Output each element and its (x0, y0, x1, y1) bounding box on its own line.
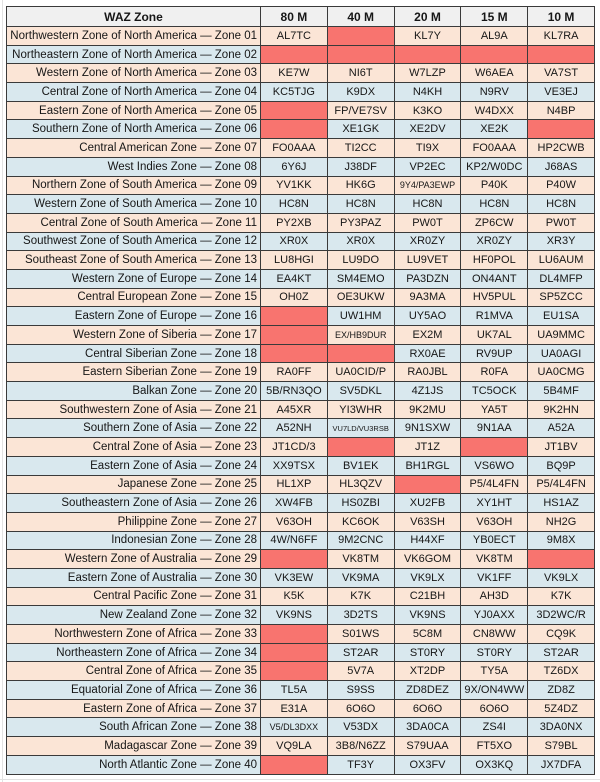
callsign-cell: 5B4MF (528, 382, 595, 401)
callsign-cell: XW4FB (261, 494, 328, 513)
zone-label-cell: Central Pacific Zone — Zone 31 (7, 587, 261, 606)
zone-label-cell: Japanese Zone — Zone 25 (7, 475, 261, 494)
callsign-cell: P5/4L4FN (528, 475, 595, 494)
callsign-cell: RX0AE (394, 344, 461, 363)
callsign-cell: VK9MA (327, 568, 394, 587)
callsign-cell: HC8N (261, 195, 328, 214)
table-row (7, 475, 595, 494)
callsign-cell: ST0RY (394, 643, 461, 662)
callsign-cell: HC8N (461, 195, 528, 214)
callsign-cell: PY3PAZ (327, 213, 394, 232)
header-row (7, 7, 595, 27)
callsign-cell: 9N1AA (461, 419, 528, 438)
zone-label-cell: Central Zone of Asia — Zone 23 (7, 438, 261, 457)
callsign-cell: HC8N (394, 195, 461, 214)
missing-cell (261, 326, 328, 345)
callsign-cell: VA7ST (528, 64, 595, 83)
table-row (7, 232, 595, 251)
zone-label-cell: Central American Zone — Zone 07 (7, 139, 261, 158)
callsign-cell: 4W/N6FF (261, 531, 328, 550)
callsign-cell: HS1AZ (528, 494, 595, 513)
callsign-cell: KL7Y (394, 27, 461, 46)
callsign-cell: SV5DKL (327, 382, 394, 401)
callsign-cell: HV5PUL (461, 288, 528, 307)
callsign-cell: KP2/W0DC (461, 157, 528, 176)
table-row (7, 438, 595, 457)
callsign-cell: 3DA0NX (528, 718, 595, 737)
callsign-cell: VU7LD/VU3RSB (327, 419, 394, 438)
zone-label-cell: Western Zone of North America — Zone 03 (7, 64, 261, 83)
table-row (7, 269, 595, 288)
callsign-cell: OX3KQ (461, 755, 528, 774)
callsign-cell: W6AEA (461, 64, 528, 83)
missing-cell (327, 438, 394, 457)
table-row (7, 251, 595, 270)
callsign-cell: VK9LX (528, 568, 595, 587)
callsign-cell: 9M2CNC (327, 531, 394, 550)
missing-cell (327, 344, 394, 363)
table-row (7, 382, 595, 401)
table-row (7, 139, 595, 158)
zone-label-cell: Northern Zone of South America — Zone 09 (7, 176, 261, 195)
callsign-cell: 3D2WC/R (528, 606, 595, 625)
table-row (7, 157, 595, 176)
callsign-cell: XE1GK (327, 120, 394, 139)
callsign-cell: EX2M (394, 326, 461, 345)
callsign-cell: XX9TSX (261, 456, 328, 475)
callsign-cell: XR3Y (528, 232, 595, 251)
callsign-cell: YA5T (461, 400, 528, 419)
table-row (7, 587, 595, 606)
callsign-cell: R0FA (461, 363, 528, 382)
callsign-cell: VK8TM (461, 550, 528, 569)
callsign-cell: V63SH (394, 512, 461, 531)
callsign-cell: TC5OCK (461, 382, 528, 401)
zone-label-cell: Eastern Siberian Zone — Zone 19 (7, 363, 261, 382)
zone-label-cell: Central Zone of South America — Zone 11 (7, 213, 261, 232)
callsign-cell: 9M8X (528, 531, 595, 550)
column-header-15m: 15 M (461, 7, 528, 27)
callsign-cell: ZD8Z (528, 681, 595, 700)
zone-label-cell: Southern Zone of Asia — Zone 22 (7, 419, 261, 438)
spreadsheet-gridline-left (2, 0, 3, 782)
callsign-cell: XY1HT (461, 494, 528, 513)
table-row (7, 606, 595, 625)
callsign-cell: JT1CD/3 (261, 438, 328, 457)
callsign-cell: RA0FF (261, 363, 328, 382)
callsign-cell: JT1BV (528, 438, 595, 457)
zone-label-cell: Northwestern Zone of Africa — Zone 33 (7, 625, 261, 644)
callsign-cell: 3DA0CA (394, 718, 461, 737)
callsign-cell: J68AS (528, 157, 595, 176)
missing-cell (261, 45, 328, 64)
callsign-cell: CQ9K (528, 625, 595, 644)
column-header-40m: 40 M (327, 7, 394, 27)
callsign-cell: PW0T (394, 213, 461, 232)
missing-cell (394, 45, 461, 64)
table-row (7, 27, 595, 46)
table-row (7, 737, 595, 756)
callsign-cell: 5V7A (327, 662, 394, 681)
callsign-cell: FT5XO (461, 737, 528, 756)
callsign-cell: C21BH (394, 587, 461, 606)
zone-label-cell: Eastern Zone of North America — Zone 05 (7, 101, 261, 120)
callsign-cell: W7LZP (394, 64, 461, 83)
zone-label-cell: Balkan Zone — Zone 20 (7, 382, 261, 401)
callsign-cell: FP/VE7SV (327, 101, 394, 120)
table-row (7, 419, 595, 438)
callsign-cell: K3KO (394, 101, 461, 120)
callsign-cell: HL1XP (261, 475, 328, 494)
table-row (7, 288, 595, 307)
missing-cell (528, 120, 595, 139)
callsign-cell: FO0AAA (461, 139, 528, 158)
missing-cell (327, 27, 394, 46)
zone-label-cell: Western Zone of Australia — Zone 29 (7, 550, 261, 569)
missing-cell (261, 643, 328, 662)
callsign-cell: UK7AL (461, 326, 528, 345)
callsign-cell: K7K (327, 587, 394, 606)
table-row (7, 195, 595, 214)
table-row (7, 755, 595, 774)
callsign-cell: UY5AO (394, 307, 461, 326)
zone-label-cell: Madagascar Zone — Zone 39 (7, 737, 261, 756)
zone-label-cell: Southern Zone of North America — Zone 06 (7, 120, 261, 139)
callsign-cell: 9X/ON4WW (461, 681, 528, 700)
callsign-cell: UA9MMC (528, 326, 595, 345)
callsign-cell: VK8TM (327, 550, 394, 569)
callsign-cell: PW0T (528, 213, 595, 232)
callsign-cell: RV9UP (461, 344, 528, 363)
zone-label-cell: Western Zone of Europe — Zone 14 (7, 269, 261, 288)
callsign-cell: 9A3MA (394, 288, 461, 307)
callsign-cell: ZS4I (461, 718, 528, 737)
column-header-20m: 20 M (394, 7, 461, 27)
callsign-cell: 5Z4DZ (528, 699, 595, 718)
zone-label-cell: Western Zone of South America — Zone 10 (7, 195, 261, 214)
callsign-cell: HK6G (327, 176, 394, 195)
callsign-cell: ZD8DEZ (394, 681, 461, 700)
callsign-cell: UA0AGI (528, 344, 595, 363)
zone-label-cell: Eastern Zone of Europe — Zone 16 (7, 307, 261, 326)
table-row (7, 176, 595, 195)
table-row (7, 64, 595, 83)
callsign-cell: 5C8M (394, 625, 461, 644)
callsign-cell: EA4KT (261, 269, 328, 288)
callsign-cell: NI6T (327, 64, 394, 83)
callsign-cell: XU2FB (394, 494, 461, 513)
callsign-cell: UA0CID/P (327, 363, 394, 382)
callsign-cell: EX/HB9DUR (327, 326, 394, 345)
callsign-cell: 6O6O (394, 699, 461, 718)
missing-cell (261, 344, 328, 363)
table-row (7, 550, 595, 569)
callsign-cell: TI9X (394, 139, 461, 158)
table-row (7, 307, 595, 326)
callsign-cell: VE3EJ (528, 83, 595, 102)
callsign-cell: V53DX (327, 718, 394, 737)
zone-label-cell: Northeastern Zone of Africa — Zone 34 (7, 643, 261, 662)
callsign-cell: KC5TJG (261, 83, 328, 102)
callsign-cell: 4Z1JS (394, 382, 461, 401)
zone-label-cell: Central Zone of North America — Zone 04 (7, 83, 261, 102)
callsign-cell: HS0ZBI (327, 494, 394, 513)
table-row (7, 101, 595, 120)
callsign-cell: RA0JBL (394, 363, 461, 382)
column-header-waz-zone: WAZ Zone (7, 7, 261, 27)
callsign-cell: S79UAA (394, 737, 461, 756)
zone-label-cell: South African Zone — Zone 38 (7, 718, 261, 737)
zone-label-cell: Southwest Zone of South America — Zone 12 (7, 232, 261, 251)
callsign-cell: S01WS (327, 625, 394, 644)
table-row (7, 568, 595, 587)
callsign-cell: 3B8/N6ZZ (327, 737, 394, 756)
callsign-cell: KE7W (261, 64, 328, 83)
callsign-cell: YJ0AXX (461, 606, 528, 625)
table-row (7, 643, 595, 662)
table-row (7, 718, 595, 737)
table-row (7, 625, 595, 644)
callsign-cell: 3D2TS (327, 606, 394, 625)
callsign-cell: XE2DV (394, 120, 461, 139)
callsign-cell: P40W (528, 176, 595, 195)
table-row (7, 400, 595, 419)
callsign-cell: AL9A (461, 27, 528, 46)
table-row (7, 326, 595, 345)
callsign-cell: K5K (261, 587, 328, 606)
zone-label-cell: Southeastern Zone of Asia — Zone 26 (7, 494, 261, 513)
missing-cell (261, 120, 328, 139)
zone-label-cell: Eastern Zone of Africa — Zone 37 (7, 699, 261, 718)
callsign-cell: 6Y6J (261, 157, 328, 176)
table-row (7, 83, 595, 102)
callsign-cell: E31A (261, 699, 328, 718)
callsign-cell: OE3UKW (327, 288, 394, 307)
callsign-cell: V63OH (461, 512, 528, 531)
callsign-cell: OX3FV (394, 755, 461, 774)
table-row (7, 45, 595, 64)
callsign-cell: XT2DP (394, 662, 461, 681)
missing-cell (261, 662, 328, 681)
callsign-cell: TY5A (461, 662, 528, 681)
callsign-cell: KC6OK (327, 512, 394, 531)
callsign-cell: A45XR (261, 400, 328, 419)
callsign-cell: H44XF (394, 531, 461, 550)
callsign-cell: ST0RY (461, 643, 528, 662)
callsign-cell: BV1EK (327, 456, 394, 475)
table-row (7, 213, 595, 232)
zone-label-cell: New Zealand Zone — Zone 32 (7, 606, 261, 625)
callsign-cell: 9N1SXW (394, 419, 461, 438)
callsign-cell: HP2CWB (528, 139, 595, 158)
callsign-cell: NH2G (528, 512, 595, 531)
table-row (7, 699, 595, 718)
missing-cell (261, 755, 328, 774)
zone-label-cell: Western Zone of Siberia — Zone 17 (7, 326, 261, 345)
callsign-cell: K7K (528, 587, 595, 606)
callsign-cell: 9K2HN (528, 400, 595, 419)
missing-cell (261, 307, 328, 326)
callsign-cell: 9Y4/PA3EWP (394, 176, 461, 195)
callsign-cell: XR0X (261, 232, 328, 251)
callsign-cell: FO0AAA (261, 139, 328, 158)
callsign-cell: HC8N (327, 195, 394, 214)
callsign-cell: LU9DO (327, 251, 394, 270)
callsign-cell: SM4EMO (327, 269, 394, 288)
callsign-cell: BQ9P (528, 456, 595, 475)
zone-label-cell: Northeastern Zone of North America — Zone 02 (7, 45, 261, 64)
callsign-cell: UA0CMG (528, 363, 595, 382)
callsign-cell: 5B/RN3QO (261, 382, 328, 401)
callsign-cell: XR0X (327, 232, 394, 251)
callsign-cell: 6O6O (461, 699, 528, 718)
callsign-cell: VK6GOM (394, 550, 461, 569)
callsign-cell: ST2AR (528, 643, 595, 662)
callsign-cell: VK3EW (261, 568, 328, 587)
zone-label-cell: Eastern Zone of Australia — Zone 30 (7, 568, 261, 587)
missing-cell (528, 550, 595, 569)
zone-label-cell: Northwestern Zone of North America — Zone 01 (7, 27, 261, 46)
callsign-cell: YV1KK (261, 176, 328, 195)
callsign-cell: N4BP (528, 101, 595, 120)
callsign-cell: A52NH (261, 419, 328, 438)
missing-cell (261, 101, 328, 120)
callsign-cell: R1MVA (461, 307, 528, 326)
callsign-cell: S79BL (528, 737, 595, 756)
missing-cell (394, 475, 461, 494)
missing-cell (261, 550, 328, 569)
callsign-cell: HL3QZV (327, 475, 394, 494)
callsign-cell: V5/DL3DXX (261, 718, 328, 737)
callsign-cell: LU6AUM (528, 251, 595, 270)
callsign-cell: ON4ANT (461, 269, 528, 288)
callsign-cell: 9K2MU (394, 400, 461, 419)
callsign-cell: TL5A (261, 681, 328, 700)
callsign-cell: BH1RGL (394, 456, 461, 475)
table-row (7, 681, 595, 700)
zone-label-cell: Central Zone of Africa — Zone 35 (7, 662, 261, 681)
table-row (7, 456, 595, 475)
callsign-cell: VK9NS (261, 606, 328, 625)
callsign-cell: VK9NS (394, 606, 461, 625)
callsign-cell: ST2AR (327, 643, 394, 662)
callsign-cell: VQ9LA (261, 737, 328, 756)
zone-label-cell: West Indies Zone — Zone 08 (7, 157, 261, 176)
callsign-cell: J38DF (327, 157, 394, 176)
callsign-cell: HC8N (528, 195, 595, 214)
callsign-cell: TI2CC (327, 139, 394, 158)
table-row (7, 344, 595, 363)
callsign-cell: PA3DZN (394, 269, 461, 288)
zone-label-cell: Philippine Zone — Zone 27 (7, 512, 261, 531)
callsign-cell: DL4MFP (528, 269, 595, 288)
callsign-cell: VK1FF (461, 568, 528, 587)
missing-cell (261, 625, 328, 644)
missing-cell (528, 45, 595, 64)
callsign-cell: LU8HGI (261, 251, 328, 270)
callsign-cell: TF3Y (327, 755, 394, 774)
zone-label-cell: Eastern Zone of Asia — Zone 24 (7, 456, 261, 475)
callsign-cell: XR0ZY (394, 232, 461, 251)
callsign-cell: AH3D (461, 587, 528, 606)
zone-label-cell: Southwestern Zone of Asia — Zone 21 (7, 400, 261, 419)
callsign-cell: YB0ECT (461, 531, 528, 550)
callsign-cell: SP5ZCC (528, 288, 595, 307)
table-row (7, 512, 595, 531)
table-row (7, 363, 595, 382)
zone-label-cell: North Atlantic Zone — Zone 40 (7, 755, 261, 774)
column-header-10m: 10 M (528, 7, 595, 27)
callsign-cell: JX7DFA (528, 755, 595, 774)
callsign-cell: P5/4L4FN (461, 475, 528, 494)
missing-cell (327, 45, 394, 64)
column-header-80m: 80 M (261, 7, 328, 27)
callsign-cell: N4KH (394, 83, 461, 102)
missing-cell (461, 45, 528, 64)
callsign-cell: 6O6O (327, 699, 394, 718)
waz-zone-table (6, 6, 595, 775)
callsign-cell: S9SS (327, 681, 394, 700)
table-row (7, 120, 595, 139)
table-row (7, 662, 595, 681)
callsign-cell: N9RV (461, 83, 528, 102)
zone-label-cell: Southeast Zone of South America — Zone 13 (7, 251, 261, 270)
callsign-cell: VP2EC (394, 157, 461, 176)
table-row (7, 494, 595, 513)
missing-cell (461, 438, 528, 457)
zone-label-cell: Equatorial Zone of Africa — Zone 36 (7, 681, 261, 700)
zone-label-cell: Central European Zone — Zone 15 (7, 288, 261, 307)
callsign-cell: ZP6CW (461, 213, 528, 232)
callsign-cell: KL7RA (528, 27, 595, 46)
spreadsheet-gridline-bottom (0, 779, 600, 780)
callsign-cell: AL7TC (261, 27, 328, 46)
callsign-cell: XR0ZY (461, 232, 528, 251)
callsign-cell: V63OH (261, 512, 328, 531)
callsign-cell: YI3WHR (327, 400, 394, 419)
zone-label-cell: Central Siberian Zone — Zone 18 (7, 344, 261, 363)
callsign-cell: EU1SA (528, 307, 595, 326)
callsign-cell: JT1Z (394, 438, 461, 457)
callsign-cell: W4DXX (461, 101, 528, 120)
callsign-cell: VK9LX (394, 568, 461, 587)
callsign-cell: PY2XB (261, 213, 328, 232)
callsign-cell: HF0POL (461, 251, 528, 270)
callsign-cell: UW1HM (327, 307, 394, 326)
callsign-cell: OH0Z (261, 288, 328, 307)
table-row (7, 531, 595, 550)
zone-label-cell: Indonesian Zone — Zone 28 (7, 531, 261, 550)
callsign-cell: LU9VET (394, 251, 461, 270)
callsign-cell: K9DX (327, 83, 394, 102)
callsign-cell: TZ6DX (528, 662, 595, 681)
callsign-cell: A52A (528, 419, 595, 438)
callsign-cell: VS6WO (461, 456, 528, 475)
callsign-cell: CN8WW (461, 625, 528, 644)
callsign-cell: XE2K (461, 120, 528, 139)
callsign-cell: P40K (461, 176, 528, 195)
